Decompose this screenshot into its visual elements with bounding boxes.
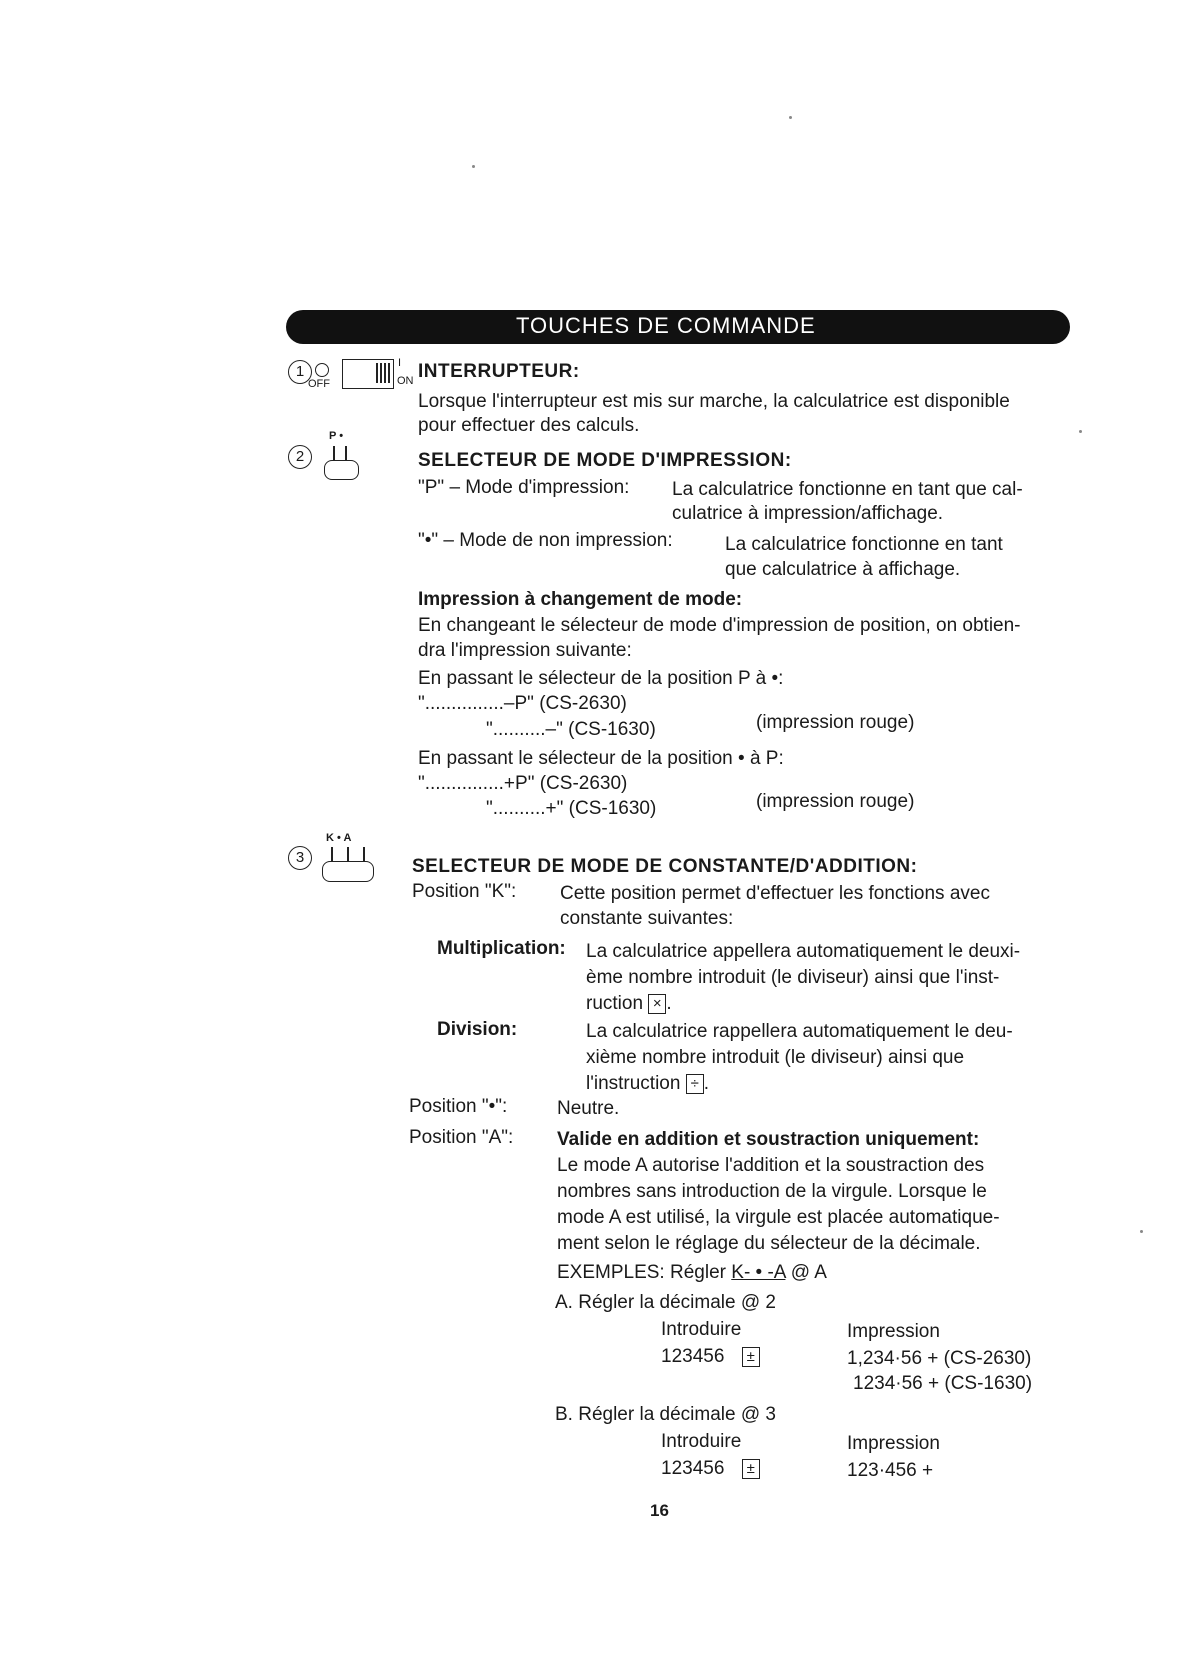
examples-label: EXEMPLES: [557, 1262, 665, 1283]
print-mode-n-text: La calculatrice fonctionne en tant [725, 534, 1003, 555]
division-text: l'instruction [586, 1073, 681, 1094]
plus-minus-key-icon: ± [742, 1347, 760, 1367]
selector-tick [347, 847, 349, 861]
print-mode-p-text: culatrice à impression/affichage. [672, 503, 944, 524]
selector-tick [345, 446, 347, 460]
printout-line: "...............+P" (CS-2630) [418, 773, 628, 794]
dot-to-p-text: En passant le sélecteur de la position • à P: [418, 748, 784, 769]
example-b-heading: B. Régler la décimale @ 3 [555, 1404, 776, 1425]
interrupteur-title: INTERRUPTEUR: [418, 361, 580, 382]
example-a-number: 123456 [661, 1346, 725, 1367]
printout-line: "..........–" (CS-1630) [486, 719, 656, 740]
off-label: OFF [308, 378, 330, 390]
section-number-2: 2 [288, 445, 312, 469]
selector-tick [333, 446, 335, 460]
example-b-input [661, 1457, 760, 1481]
red-print-note: (impression rouge) [756, 791, 915, 812]
print-mode-p-text: La calculatrice fonctionne en tant que cal- [672, 479, 1023, 500]
banner-title: TOUCHES DE COMMANDE [516, 313, 816, 338]
printout-line: "..........+" (CS-1630) [486, 798, 657, 819]
mode-change-text: dra l'impression suivante: [418, 640, 632, 661]
example-b-number: 123456 [661, 1458, 725, 1479]
example-a-output: 1234·56 + (CS-1630) [853, 1373, 1033, 1394]
section-number-1: 1 [288, 360, 312, 384]
position-k-text: constante suivantes: [560, 908, 734, 929]
power-off-icon [315, 363, 329, 377]
on-mark: I [398, 357, 402, 369]
plus-minus-key-icon: ± [742, 1459, 760, 1479]
position-a-text: Le mode A autorise l'addition et la soustraction des [557, 1155, 985, 1176]
mode-change-text: En changeant le sélecteur de mode d'impression de position, on obtien- [418, 615, 1021, 636]
constant-mode-title: SELECTEUR DE MODE DE CONSTANTE/D'ADDITION: [412, 856, 918, 877]
examples-kda: K- • -A [731, 1262, 786, 1283]
on-label: ON [397, 375, 414, 387]
selector-tick [363, 847, 365, 861]
section-number-3: 3 [288, 846, 312, 870]
print-mode-title: SELECTEUR DE MODE D'IMPRESSION: [418, 450, 792, 471]
position-a-text: mode A est utilisé, la virgule est placée automatique- [557, 1207, 1000, 1228]
position-a-text: nombres sans introduction de la virgule. Lorsque le [557, 1181, 987, 1202]
print-mode-n-label: "•" – Mode de non impression: [418, 530, 673, 551]
division-text: xième nombre introduit (le diviseur) ainsi que [586, 1047, 965, 1068]
print-selector-labels: P • [329, 430, 344, 442]
multiplication-text: La calculatrice appellera automatiquement le deuxi- [586, 941, 1021, 962]
page-number: 16 [650, 1501, 669, 1520]
multiplication-text-end: ruction × . [586, 993, 672, 1014]
examples-at: @ A [790, 1262, 827, 1283]
position-a-bold: Valide en addition et soustraction uniquement: [557, 1129, 980, 1150]
example-b-output: 123·456 + [847, 1460, 934, 1481]
interrupteur-text-line: Lorsque l'interrupteur est mis sur marche, la calculatrice est disponible [418, 391, 1010, 412]
multiply-key-icon: × [648, 994, 666, 1014]
scan-speck [1079, 430, 1082, 433]
multiplication-text: ème nombre introduit (le diviseur) ainsi que l'inst- [586, 967, 1000, 988]
example-a-input [661, 1345, 760, 1369]
print-selector-icon [324, 460, 359, 480]
section-banner [286, 310, 1070, 344]
printout-line: "...............–P" (CS-2630) [418, 693, 627, 714]
scan-speck [1140, 1230, 1143, 1233]
constant-selector-labels: K • A [326, 832, 352, 844]
example-a-print-label: Impression [847, 1321, 940, 1342]
division-text-end: l'instruction ÷ . [586, 1073, 710, 1094]
example-a-output: 1,234·56 + (CS-2630) [847, 1348, 1032, 1369]
division-label: Division: [437, 1019, 518, 1040]
position-k-label: Position "K": [412, 881, 517, 902]
position-a-text: ment selon le réglage du sélecteur de la décimale. [557, 1233, 981, 1254]
example-b-intro-label: Introduire [661, 1431, 742, 1452]
divide-key-icon: ÷ [686, 1074, 704, 1094]
examples-set: Régler [670, 1262, 726, 1283]
power-switch-icon [342, 359, 394, 389]
print-mode-p-label: "P" – Mode d'impression: [418, 477, 630, 498]
red-print-note: (impression rouge) [756, 712, 915, 733]
position-dot-label: Position "•": [409, 1096, 508, 1117]
example-a-heading: A. Régler la décimale @ 2 [555, 1292, 776, 1313]
scan-speck [789, 116, 792, 119]
position-a-label: Position "A": [409, 1127, 514, 1148]
multiplication-label: Multiplication: [437, 938, 566, 959]
scan-speck [472, 165, 475, 168]
selector-tick [331, 847, 333, 861]
p-to-dot-text: En passant le sélecteur de la position P à •: [418, 668, 784, 689]
division-text: La calculatrice rappellera automatiquement le deu- [586, 1021, 1013, 1042]
example-b-print-label: Impression [847, 1433, 940, 1454]
interrupteur-text-line: pour effectuer des calculs. [418, 415, 640, 436]
mode-change-subtitle: Impression à changement de mode: [418, 589, 743, 610]
example-a-intro-label: Introduire [661, 1319, 742, 1340]
position-dot-text: Neutre. [557, 1098, 620, 1119]
constant-selector-icon [322, 861, 374, 882]
examples-line [557, 1261, 827, 1285]
position-k-text: Cette position permet d'effectuer les fonctions avec [560, 883, 990, 904]
print-mode-n-text: que calculatrice à affichage. [725, 559, 961, 580]
multiplication-text: ruction [586, 993, 644, 1014]
